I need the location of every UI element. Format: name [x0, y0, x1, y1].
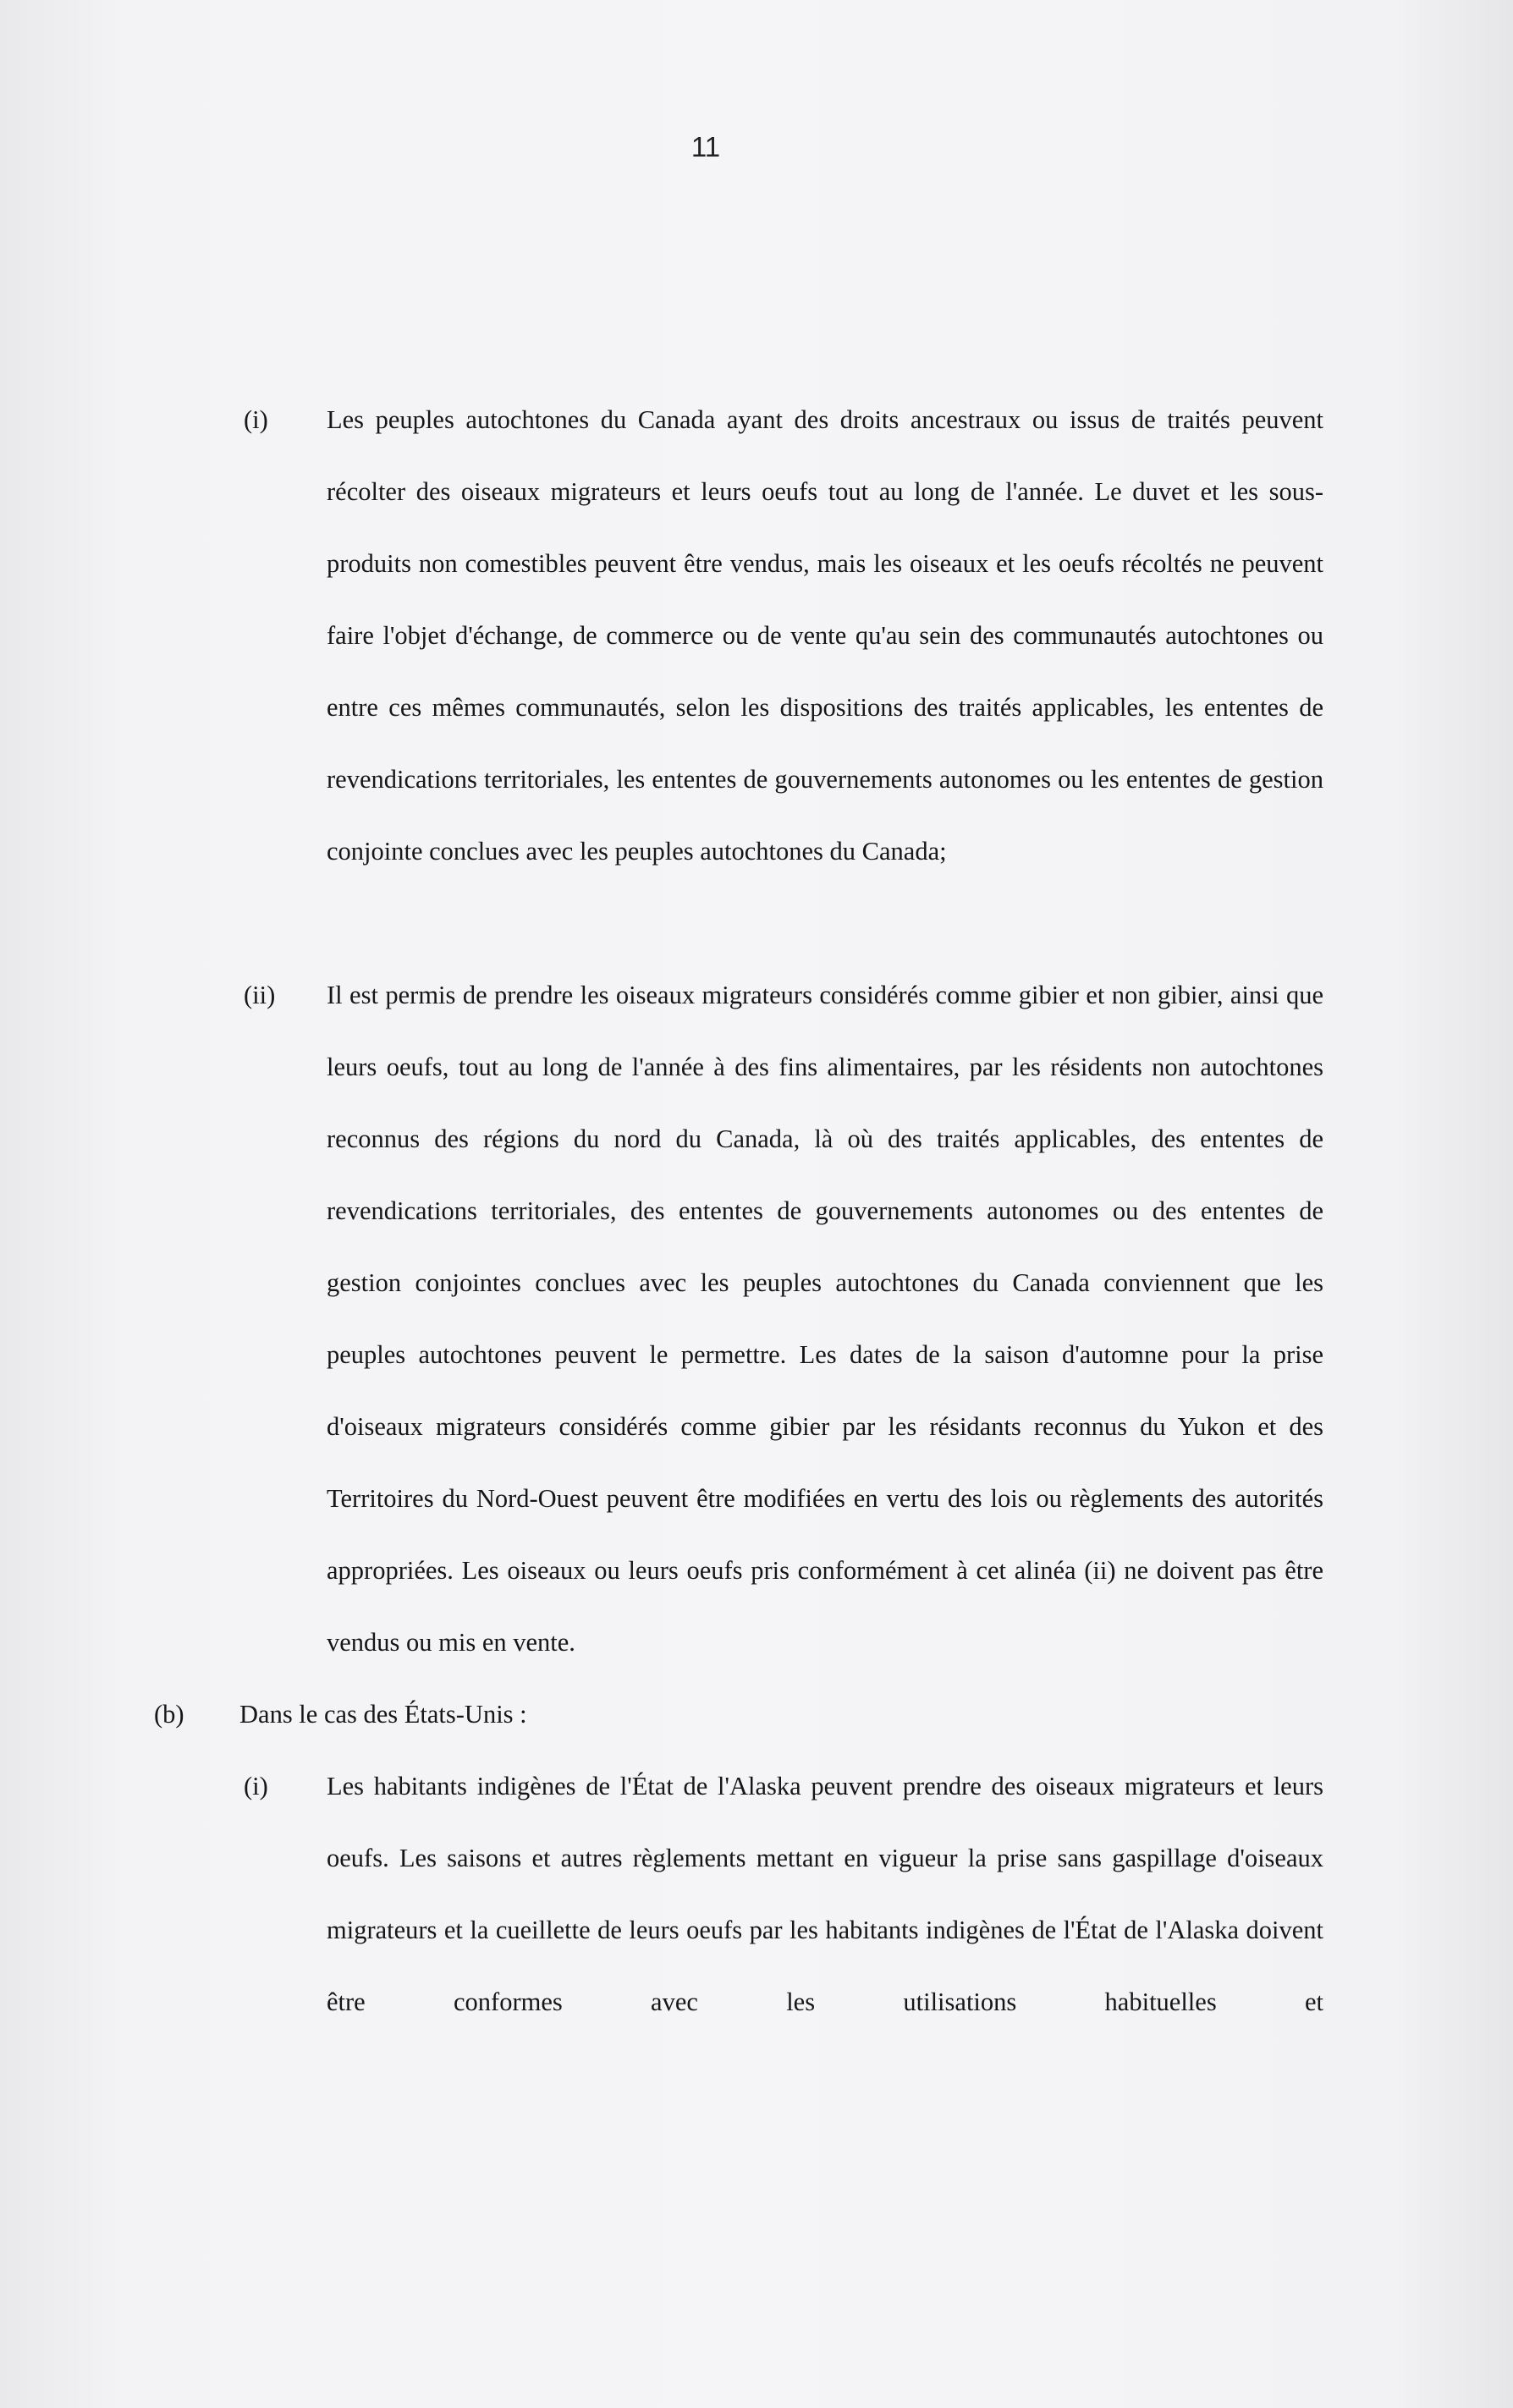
item-label-a-i: (i) — [244, 405, 268, 434]
paragraph-canada-northern-residents: Il est permis de prendre les oiseaux migrateurs considérés comme gibier et non gibier, ainsi que leurs oeufs, tout au long de l'année à des fins alimentaires, par les résidents non autochtones reconnus des régions du nord du Canada, là où des traités applicables, des ententes de revendications territoriales, des ententes de gouvernements autonomes ou des ententes de gestion conjointes conclues avec les peuples autochtones du Canada conviennent que les peuples autochtones peuvent le permettre. Les dates de la saison d'automne pour la prise d'oiseaux migrateurs considérés comme gibier par les résidants reconnus du Yukon et des Territoires du Nord-Ouest peuvent être modifiées en vertu des lois ou règlements des autorités appropriées. Les oiseaux ou leurs oeufs pris conformément à cet alinéa (ii) ne doivent pas être vendus ou mis en vente. — [327, 981, 1323, 1657]
item-label-a-ii: (ii) — [244, 981, 276, 1009]
heading-united-states: Dans le cas des États-Unis : — [239, 1700, 527, 1729]
item-label-b: (b) — [154, 1700, 184, 1729]
paragraph-alaska-indigenous-harvest: Les habitants indigènes de l'État de l'Alaska peuvent prendre des oiseaux migrateurs et leurs oeufs. Les saisons et autres règlements mettant en vigueur la prise sans gaspillage d'oiseaux migrateurs et la cueillette de leurs oeufs par les habitants indigènes de l'État de l'Alaska doivent être conformes avec les utilisations habituelles et — [327, 1772, 1323, 2016]
item-label-b-i: (i) — [244, 1772, 268, 1801]
paragraph-canada-aboriginal-harvest: Les peuples autochtones du Canada ayant des droits ancestraux ou issus de traités peuvent récolter des oiseaux migrateurs et leurs oeufs tout au long de l'année. Le duvet et les sous-produits non comestibles peuvent être vendus, mais les oiseaux et les oeufs récoltés ne peuvent faire l'objet d'échange, de commerce ou de vente qu'au sein des communautés autochtones ou entre ces mêmes communautés, selon les dispositions des traités applicables, les ententes de revendications territoriales, les ententes de gouvernements autonomes ou les ententes de gestion conjointe conclues avec les peuples autochtones du Canada; — [327, 405, 1323, 866]
page-number: 11 — [690, 131, 721, 162]
